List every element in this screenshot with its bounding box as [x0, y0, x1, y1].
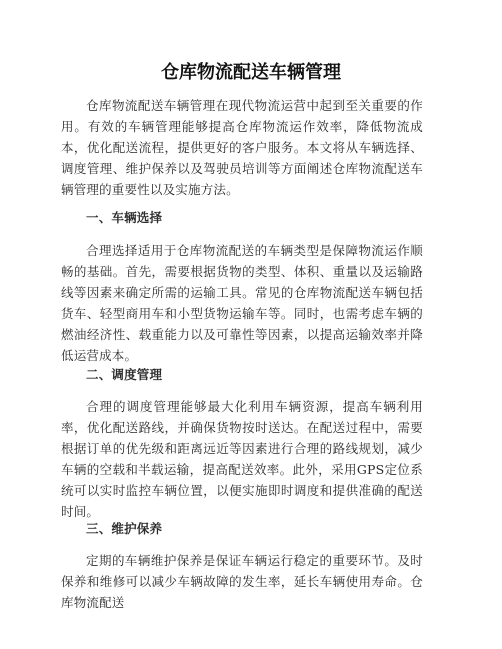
section-body-vehicle-selection: 合理选择适用于仓库物流配送的车辆类型是保障物流运作顺畅的基础。首先，需要根据货物的类型、体积、重量以及运输路线等因素来确定所需的运输工具。常见的仓库物流配送车辆包括货车、轻型商用车和小型货物运输车等。同时，也需考虑车辆的燃油经济性、载重能力以及可靠性等因素，以提高运输效率并降低运营成本。 [61, 243, 423, 363]
document-title: 仓库物流配送车辆管理 [161, 62, 341, 83]
section-heading-vehicle-selection: 一、车辆选择 [86, 210, 163, 225]
section-body-dispatch-management: 合理的调度管理能够最大化利用车辆资源，提高车辆利用率，优化配送路线，并确保货物按时送达。在配送过程中，需要根据订单的优先级和距离远近等因素进行合理的路线规划，减少车辆的空载和半载运输，提高配送效率。此外，采用GPS定位系统可以实时监控车辆位置，以便实施即时调度和提供准确的配送时间。 [61, 399, 423, 519]
intro-paragraph: 仓库物流配送车辆管理在现代物流运营中起到至关重要的作用。有效的车辆管理能够提高仓库物流运作效率，降低物流成本，优化配送流程，提供更好的客户服务。本文将从车辆选择、调度管理、维护保养以及驾驶员培训等方面阐述仓库物流配送车辆管理的重要性以及实施方法。 [61, 98, 423, 197]
section-heading-dispatch-management: 二、调度管理 [86, 367, 163, 382]
section-body-maintenance: 定期的车辆维护保养是保证车辆运行稳定的重要环节。及时保养和维修可以减少车辆故障的发生率，延长车辆使用寿命。仓库物流配送 [61, 553, 423, 610]
section-heading-maintenance: 三、维护保养 [86, 521, 163, 536]
